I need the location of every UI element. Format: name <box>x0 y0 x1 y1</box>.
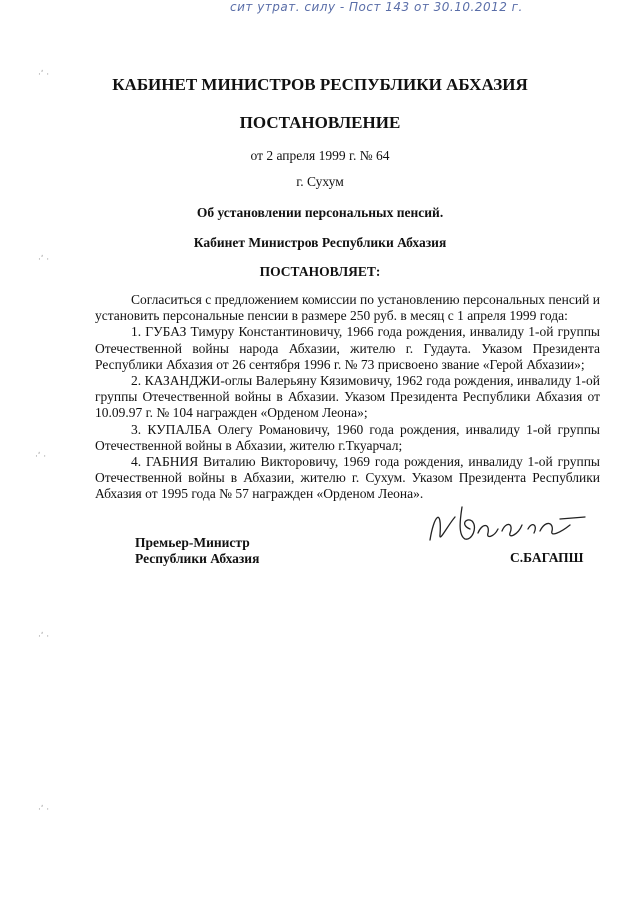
paragraph-item-1: 1. ГУБАЗ Тимуру Константиновичу, 1966 года рождения, инвалиду 1-ой группы Отечественной войны народа Абхазии, жителю г. Гудаута. Указом Президента Республики Абхазия от 26 сентября 1996 г. № 73 присвоено звание «Герой Абхазии»; <box>95 324 600 372</box>
paragraph-item-3: 3. КУПАЛБА Олегу Романовичу, 1960 года рождения, инвалиду 1-ой группы Отечественной войны в Абхазии, жителю г.Ткуарчал; <box>95 421 600 453</box>
position-line-2: Республики Абхазия <box>135 551 260 566</box>
position-line-1: Премьер-Министр <box>135 535 250 550</box>
punch-mark: ·ʹ · <box>38 632 50 642</box>
signatory-position <box>135 535 259 567</box>
signature-scribble <box>420 495 600 555</box>
paragraph-item-4: 4. ГАБНИЯ Виталию Викторовичу, 1969 года рождения, инвалиду 1-ой группы Отечественной войны в Абхазии, жителю г. Сухум. Указом Президента Республики Абхазия от 1995 года № 57 награжден «Орденом Леона». <box>95 454 600 502</box>
paragraph-intro: Согласиться с предложением комиссии по установлению персональных пенсий и установить персональные пенсии в размере 250 руб. в месяц с 1 апреля 1999 года: <box>95 292 600 324</box>
document-type: ПОСТАНОВЛЕНИЕ <box>239 113 401 132</box>
subject: Об установлении персональных пенсий. <box>196 205 444 220</box>
punch-mark: ·ʹ · <box>35 452 47 462</box>
organization-title: КАБИНЕТ МИНИСТРОВ РЕСПУБЛИКИ АБХАЗИЯ <box>112 75 528 94</box>
date-number: от 2 апреля 1999 г. № 64 <box>250 148 390 163</box>
punch-mark: ·ʹ · <box>38 70 50 80</box>
city: г. Сухум <box>296 174 344 189</box>
punch-mark: ·ʹ · <box>38 255 50 265</box>
handwritten-annotation: сит утрат. силу - Пост 143 от 30.10.2012 г. <box>230 0 523 14</box>
document-body <box>95 292 600 503</box>
resolves: ПОСТАНОВЛЯЕТ: <box>259 264 381 279</box>
signatory-name: С.БАГАПШ <box>510 550 584 565</box>
issuer: Кабинет Министров Республики Абхазия <box>193 235 447 250</box>
punch-mark: ·ʹ · <box>38 805 50 815</box>
paragraph-item-2: 2. КАЗАНДЖИ-оглы Валерьяну Кязимовичу, 1962 года рождения, инвалиду 1-ой группы Отечественной войны в Абхазии. Указом Президента Республики Абхазия от 10.09.97 г. № 104 награжден «Орденом Леона»; <box>95 373 600 421</box>
